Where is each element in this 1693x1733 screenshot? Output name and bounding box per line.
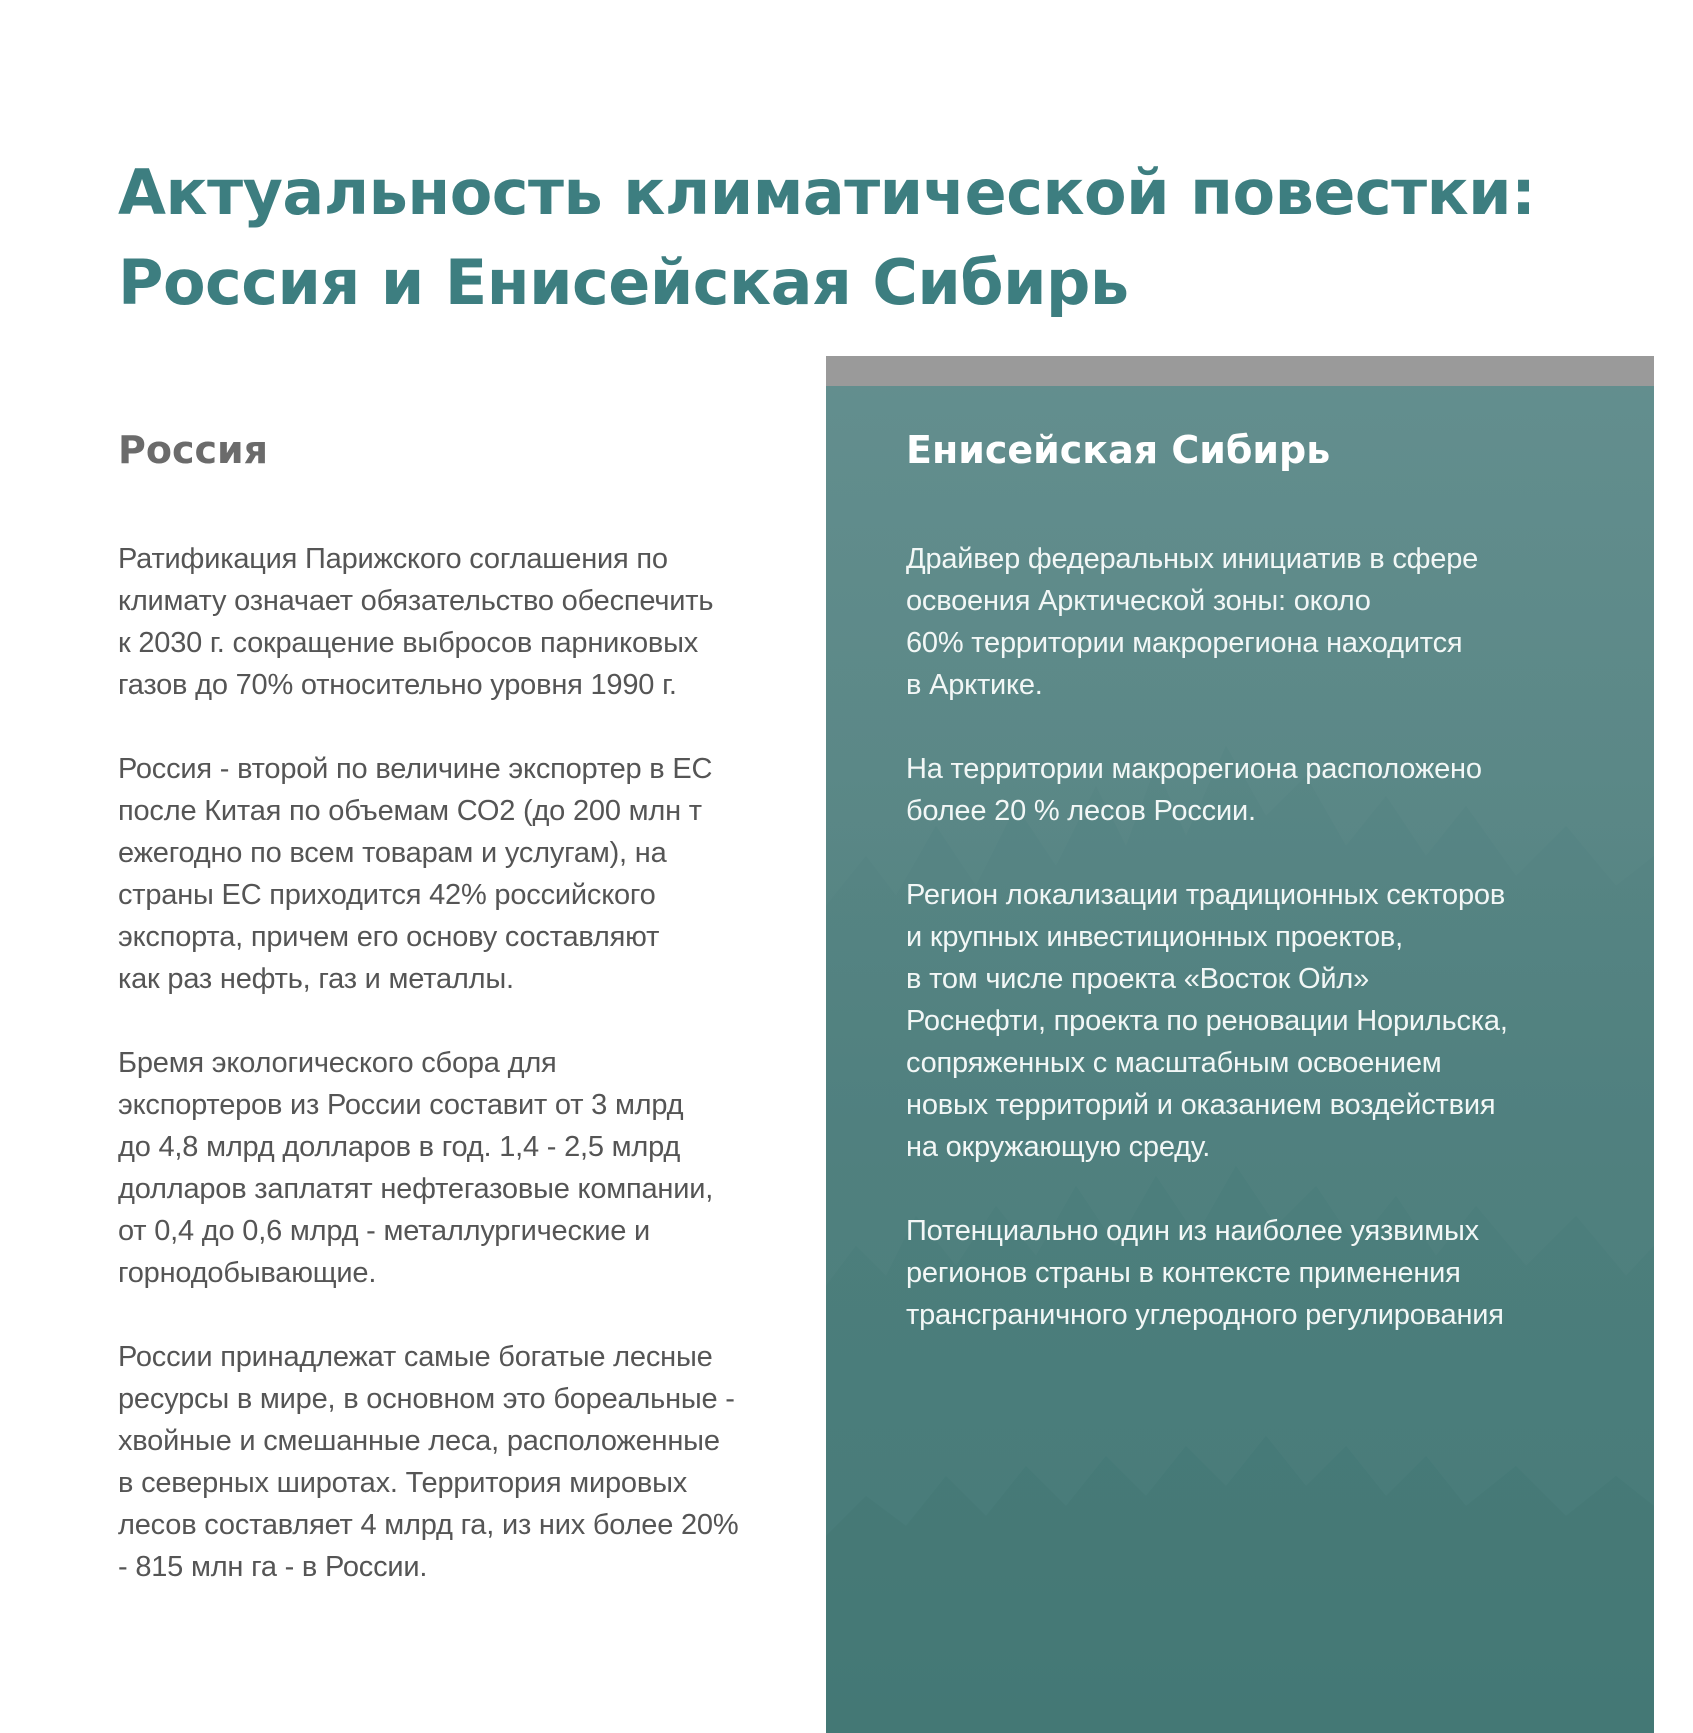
text-line: Ратификация Парижского соглашения по	[118, 543, 668, 575]
russia-paragraph-forests	[118, 1336, 778, 1588]
text-line: экспорта, причем его основу составляют	[118, 921, 660, 953]
siberia-paragraph-projects	[906, 874, 1626, 1168]
text-line: сопряженных с масштабным освоением	[906, 1047, 1442, 1079]
text-line: экспортеров из России составит от 3 млрд	[118, 1089, 684, 1121]
panel-top-bar	[826, 356, 1654, 386]
text-line: ресурсы в мире, в основном это бореальные -	[118, 1383, 735, 1415]
text-line: На территории макрорегиона расположено	[906, 753, 1482, 785]
russia-paragraph-paris-agreement	[118, 538, 778, 706]
text-line: регионов страны в контексте применения	[906, 1257, 1461, 1289]
text-line: в северных широтах. Территория мировых	[118, 1467, 688, 1499]
russia-paragraph-eco-fee	[118, 1042, 778, 1294]
text-line: Драйвер федеральных инициатив в сфере	[906, 543, 1479, 575]
text-line: Регион локализации традиционных секторов	[906, 879, 1506, 911]
text-line: лесов составляет 4 млрд га, из них более 20%	[118, 1509, 739, 1541]
text-line: страны ЕС приходится 42% российского	[118, 879, 656, 911]
text-line: как раз нефть, газ и металлы.	[118, 963, 514, 995]
text-line: России принадлежат самые богатые лесные	[118, 1341, 713, 1373]
text-line: трансграничного углеродного регулирования	[906, 1299, 1504, 1331]
text-line: в Арктике.	[906, 669, 1043, 701]
siberia-heading: Енисейская Сибирь	[906, 428, 1331, 472]
text-line: Россия - второй по величине экспортер в ЕС	[118, 753, 713, 785]
text-line: и крупных инвестиционных проектов,	[906, 921, 1403, 953]
russia-paragraph-eu-exports	[118, 748, 778, 1000]
text-line: 60% территории макрорегиона находится	[906, 627, 1463, 659]
text-line: долларов заплатят нефтегазовые компании,	[118, 1173, 714, 1205]
russia-heading: Россия	[118, 428, 269, 472]
text-line: хвойные и смешанные леса, расположенные	[118, 1425, 720, 1457]
page-title-line-1: Актуальность климатической повестки:	[118, 156, 1536, 229]
text-line: газов до 70% относительно уровня 1990 г.	[118, 669, 677, 701]
text-line: ежегодно по всем товарам и услугам), на	[118, 837, 667, 869]
text-line: в том числе проекта «Восток Ойл»	[906, 963, 1370, 995]
siberia-paragraph-vulnerability	[906, 1210, 1626, 1336]
siberia-column	[906, 420, 1626, 1336]
siberia-panel	[826, 356, 1654, 1733]
text-line: Роснефти, проекта по реновации Норильска,	[906, 1005, 1508, 1037]
text-line: освоения Арктической зоны: около	[906, 585, 1371, 617]
text-line: - 815 млн га - в России.	[118, 1551, 428, 1583]
text-line: на окружающую среду.	[906, 1131, 1211, 1163]
text-line: Потенциально один из наиболее уязвимых	[906, 1215, 1479, 1247]
text-line: более 20 % лесов России.	[906, 795, 1256, 827]
page-title	[118, 148, 1598, 328]
text-line: климату означает обязательство обеспечить	[118, 585, 714, 617]
text-line: до 4,8 млрд долларов в год. 1,4 - 2,5 млрд	[118, 1131, 681, 1163]
page-title-line-2: Россия и Енисейская Сибирь	[118, 246, 1129, 319]
text-line: новых территорий и оказанием воздействия	[906, 1089, 1496, 1121]
text-line: от 0,4 до 0,6 млрд - металлургические и	[118, 1215, 651, 1247]
text-line: после Китая по объемам СО2 (до 200 млн т	[118, 795, 702, 827]
text-line: к 2030 г. сокращение выбросов парниковых	[118, 627, 699, 659]
siberia-paragraph-arctic	[906, 538, 1626, 706]
text-line: горнодобывающие.	[118, 1257, 377, 1289]
russia-column	[118, 420, 778, 1588]
siberia-paragraph-forests	[906, 748, 1626, 832]
text-line: Бремя экологического сбора для	[118, 1047, 557, 1079]
